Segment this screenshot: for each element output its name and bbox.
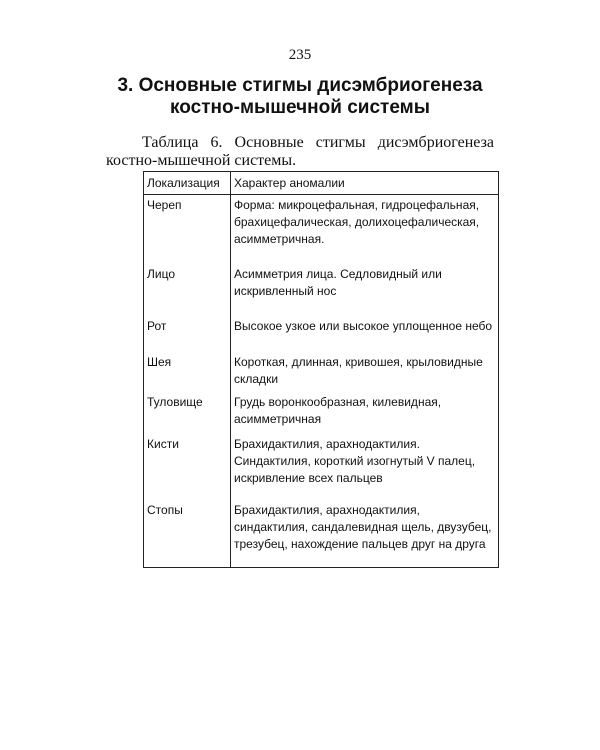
- cell-anomaly: Форма: микроцефальная, гидроцефальная, брахицефалическая, долихоцефалическая, асимметричная.: [231, 195, 499, 260]
- cell-localization: Шея: [144, 348, 231, 392]
- section-title: [100, 75, 500, 119]
- cell-localization: Туловище: [144, 392, 231, 434]
- caption-word: дисэмбриогенеза: [377, 134, 494, 151]
- section-title-line-1: 3. Основные стигмы дисэмбриогенеза: [117, 75, 483, 96]
- table-caption: [106, 134, 494, 170]
- caption-word: Основные: [234, 134, 304, 151]
- table-row: [144, 348, 499, 392]
- table-row: [144, 498, 499, 568]
- caption-word: стигмы: [315, 134, 366, 151]
- table-row: [144, 434, 499, 498]
- cell-localization: Лицо: [144, 259, 231, 310]
- stigma-table: [143, 171, 499, 568]
- caption-word: 6.: [210, 134, 223, 151]
- cell-anomaly: Короткая, длинная, кривошея, крыловидные складки: [231, 348, 499, 392]
- cell-anomaly: Грудь воронкообразная, килевидная, асимметричная: [231, 392, 499, 434]
- cell-localization: Череп: [144, 195, 231, 260]
- table-header-row: [144, 172, 499, 195]
- section-title-line-2: костно-мышечной системы: [170, 97, 430, 118]
- cell-anomaly: Брахидактилия, арахнодактилия. Синдактилия, короткий изогнутый V палец, искривление всех пальцев: [231, 434, 499, 498]
- table-row: [144, 259, 499, 310]
- table-row: [144, 310, 499, 348]
- page-number: 235: [288, 47, 312, 63]
- cell-localization: Кисти: [144, 434, 231, 498]
- header-localization: Локализация: [144, 172, 231, 195]
- caption-line-1: [106, 134, 494, 152]
- table-row: [144, 195, 499, 260]
- table-row: [144, 392, 499, 434]
- cell-localization: Стопы: [144, 498, 231, 568]
- caption-line-2: костно-мышечной системы.: [106, 152, 297, 169]
- caption-word: Таблица: [142, 134, 199, 151]
- header-anomaly: Характер аномалии: [231, 172, 499, 195]
- cell-anomaly: Асимметрия лица. Седловидный или искривленный нос: [231, 259, 499, 310]
- cell-anomaly: Брахидактилия, арахнодактилия, синдактилия, сандалевидная щель, двузубец, трезубец, нахождение пальцев друг на друга: [231, 498, 499, 568]
- cell-anomaly: Высокое узкое или высокое уплощенное небо: [231, 310, 499, 348]
- cell-localization: Рот: [144, 310, 231, 348]
